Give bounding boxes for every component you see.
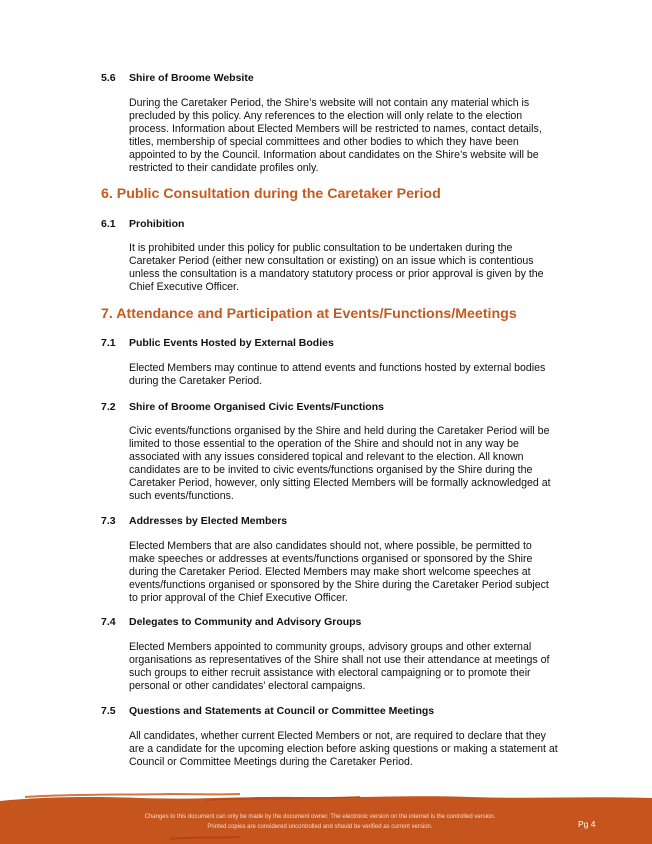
- subsection-heading-7-5: 7.5 Questions and Statements at Council or Committee Meetings: [101, 705, 435, 717]
- paragraph-7-4: Elected Members appointed to community groups, advisory groups and other external organisations as representatives of the Shire shall not use their attendance at meetings of such groups to either recruit assistance with electoral campaigning or to promote their personal or other candidates’ electoral campaigns.: [129, 641, 550, 692]
- paragraph-5-6: During the Caretaker Period, the Shire’s website will not contain any material which is precluded by this policy. Any references to the election will only relate to the election process. Information about Elected Members will be restricted to names, contact details, titles, membership of special committees and other bodies to which they have been appointed to by the Council. Information about candidates on the Shire’s website will be restricted to their candidate profiles only.: [129, 97, 542, 174]
- footer-disclaimer: Changes to this document can only be made by the document owner. The electronic version on the internet is the controlled version. Printed copies are considered uncontrolled and should be verified as current version.: [144, 814, 496, 830]
- section-heading-7: 7. Attendance and Participation at Events/Functions/Meetings: [101, 306, 517, 322]
- page-footer: [0, 792, 652, 844]
- subsection-heading-7-4: 7.4 Delegates to Community and Advisory Groups: [101, 616, 362, 628]
- subsection-heading-5-6: 5.6 Shire of Broome Website: [101, 72, 254, 84]
- subsection-heading-7-3: 7.3 Addresses by Elected Members: [101, 515, 288, 527]
- paragraph-6-1: It is prohibited under this policy for public consultation to be undertaken during the Caretaker Period (either new consultation or existing) on an issue which is contentious unless the consultation is a mandatory statutory process or prior approval is given by the Chief Executive Officer.: [129, 242, 544, 293]
- paragraph-7-5: All candidates, whether current Elected Members or not, are required to declare that they are a candidate for the upcoming election before asking questions or making a statement at Council or Committee Meetings during the Caretaker Period.: [129, 730, 558, 768]
- section-heading-6: 6. Public Consultation during the Caretaker Period: [101, 186, 441, 202]
- paragraph-7-1: Elected Members may continue to attend events and functions hosted by external bodies during the Caretaker Period.: [129, 362, 546, 387]
- page-number: Pg 4: [578, 819, 596, 829]
- paragraph-7-2: Civic events/functions organised by the Shire and held during the Caretaker Period will be limited to those essential to the operation of the Shire and should not in any way be associated with any issues considered topical and relevant to the election. All known candidates are to be invited to civic events/functions organised by the Shire during the Caretaker Period, however, only sitting Elected Members will be formally acknowledged at such events/functions.: [129, 425, 551, 502]
- footer-brush-stroke: [25, 794, 240, 797]
- paragraph-7-3: Elected Members that are also candidates should not, where possible, be permitted to make speeches or addresses at events/functions organised or sponsored by the Shire during the Caretaker Period. Elected Members may make short welcome speeches at events/functions organised or sponsored by the Shire during the Caretaker Period subject to prior approval of the Chief Executive Officer.: [129, 540, 549, 604]
- subsection-heading-7-1: 7.1 Public Events Hosted by External Bodies: [101, 337, 334, 349]
- subsection-heading-7-2: 7.2 Shire of Broome Organised Civic Events/Functions: [101, 401, 384, 413]
- subsection-heading-6-1: 6.1 Prohibition: [101, 218, 185, 230]
